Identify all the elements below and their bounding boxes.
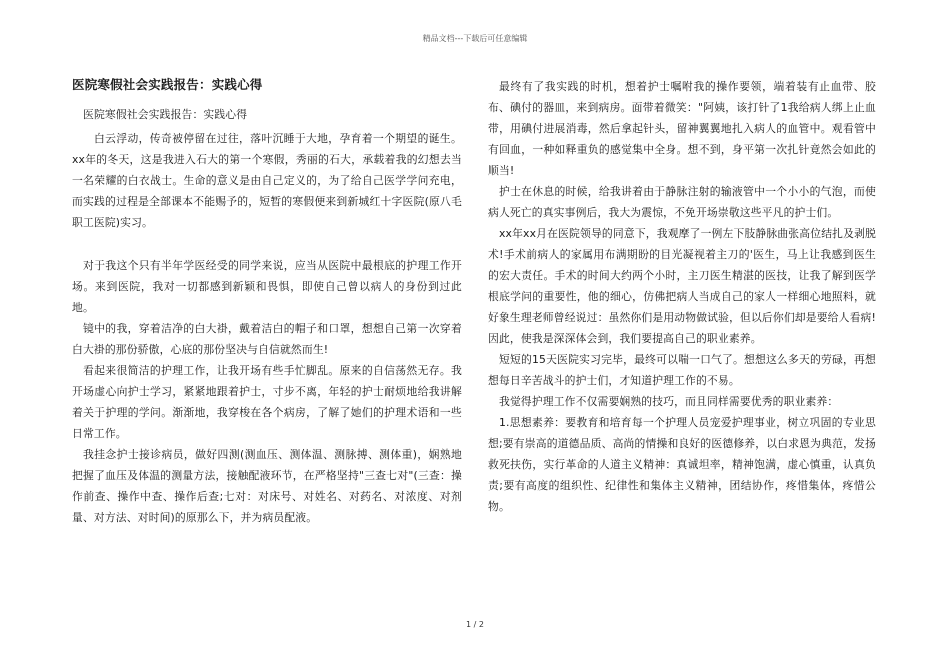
paragraph: 白云浮动，传奇被停留在过往，落叶沉睡于大地，孕育着一个期望的诞生。xx年的冬天，这是我进入石大的第一个寒假，秀丽的石大，承载着我的幻想去当一名荣耀的白衣战士。生命的意义是由自己定义的，为了给自己医学学问充电，而实践的过程是全部课本不能赐予的，短暂的寒假便来到新城红十字医院(原八毛职工医院)实习。 (72, 132, 462, 229)
document-subtitle: 医院寒假社会实践报告：实践心得 (83, 108, 248, 121)
left-column (72, 76, 462, 528)
right-column (488, 76, 876, 517)
paragraph: 我觉得护理工作不仅需要娴熟的技巧，而且同样需要优秀的职业素养： (499, 395, 839, 408)
paragraph: 对于我这个只有半年学医经受的同学来说，应当从医院中最根底的护理工作开场。来到医院，我对一切都感到新颖和畏惧，即使自己曾以病人的身份到过此地。 (72, 259, 462, 314)
page-number: 1 / 2 (466, 620, 484, 629)
paragraph-gap (72, 233, 462, 255)
paragraph: 1.思想素养：要教育和培育每一个护理人员宠爱护理事业，树立巩固的专业思想;要有崇高的道德品质、高尚的情操和良好的医德修养，以白求恩为典范，发扬救死扶伤，实行革命的人道主义精神：真诚坦率，精神饱满，虚心慎重，认真负责;要有高度的组织性、纪律性和集体主义精神，团结协作，疼惜集体，疼惜公物。 (488, 416, 876, 513)
paragraph: 我挂念护士接诊病员，做好四测(测血压、测体温、测脉搏、测体重)，娴熟地把握了血压及体温的测量方法，接触配液环节，在严格坚持"三查七对"(三查：操作前查、操作中查、操作后查;七对：对床号、对姓名、对药名、对浓度、对剂量、对方法、对时间)的原那么下，并为病员配液。 (72, 448, 462, 524)
paragraph: 看起来很简洁的护理工作，让我开场有些手忙脚乱。原来的自信荡然无存。我开场虚心向护士学习，紧紧地跟着护士，寸步不离，年轻的护士耐烦地给我讲解着关于护理的学问。渐渐地，我穿梭在各个病房，了解了她们的护理术语和一些日常工作。 (72, 364, 462, 440)
paragraph: 镜中的我，穿着洁净的白大褂，戴着洁白的帽子和口罩，想想自己第一次穿着白大褂的那份骄傲，心底的那份坚决与自信就然而生! (72, 322, 462, 356)
paragraph: 最终有了我实践的时机，想着护士嘱咐我的操作要领，端着装有止血带、胶布、碘付的器皿，来到病房。面带着微笑："阿姨，该打针了1我给病人绑上止血带，用碘付进展消毒，然后拿起针头，留神翼翼地扎入病人的血管中。观看管中有回血，一种如释重负的感觉集中全身。想不到，身平第一次扎针竟然会如此的顺当! (488, 80, 876, 177)
paragraph: 短短的15天医院实习完毕，最终可以喘一口气了。想想这么多天的劳碌，再想想每日辛苦战斗的护士们，才知道护理工作的不易。 (488, 353, 876, 387)
document-title: 医院寒假社会实践报告：实践心得 (72, 77, 263, 92)
paragraph: 护士在休息的时候，给我讲着由于静脉注射的输液管中一个小小的气泡，而使病人死亡的真实事例后，我大为震惊，不免开场崇敬这些平凡的护士们。 (488, 185, 876, 219)
paragraph: xx年xx月在医院领导的同意下，我观摩了一例左下肢静脉曲张高位结扎及剥脱术!手术前病人的家属用布满期盼的目光凝视着主刀的'医生，马上让我感到医生的宏大责任。手术的时间大约两个小时，主刀医生精湛的医技，让我了解到医学根底学问的重要性，他的细心，仿佛把病人当成自己的家人一样细心地照料，就好象生理老师曾经说过：虽然你们是用动物做试验，但以后你们却是要给人看病!因此，使我是深深体会到，我们要提高自己的职业素养。 (488, 227, 876, 345)
header-note: 精品文档---下载后可任意编辑 (422, 34, 528, 43)
